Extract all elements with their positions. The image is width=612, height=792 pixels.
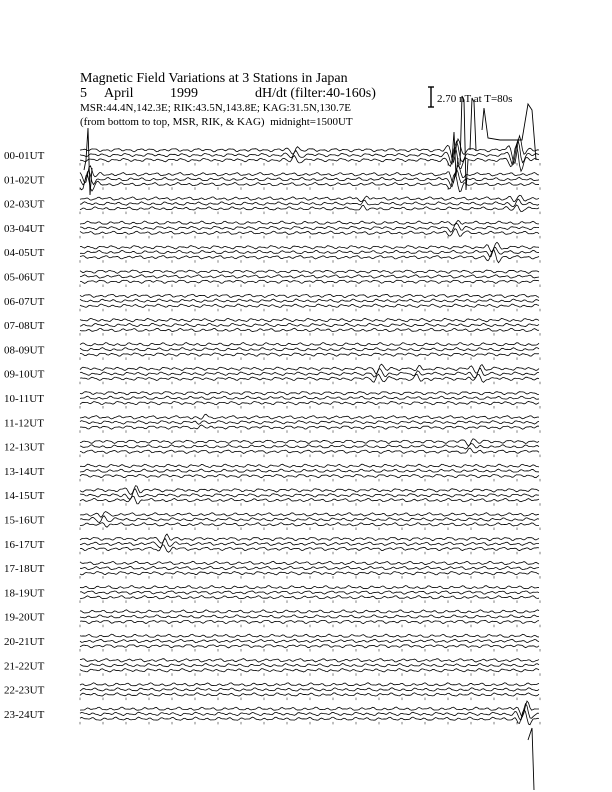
trace-kag [80, 512, 539, 518]
trace-msr [80, 496, 539, 504]
row-label: 01-02UT [4, 174, 45, 187]
row-label: 02-03UT [4, 198, 45, 211]
trace-msr [80, 572, 539, 575]
row-label: 23-24UT [4, 708, 45, 721]
trace-rik [80, 323, 539, 326]
trace-rik [80, 688, 539, 691]
trace-msr [80, 304, 539, 307]
row-label: 06-07UT [4, 295, 45, 308]
trace-rik [80, 516, 539, 523]
trace-msr [80, 328, 539, 331]
trace-area [80, 96, 540, 790]
trace-rik [80, 566, 539, 569]
quantity-label: dH/dt (filter:40-160s) [255, 86, 376, 101]
row-label: 15-16UT [4, 514, 45, 527]
trace-kag [80, 486, 539, 495]
trace-kag [80, 634, 539, 637]
excursion-0050 [470, 98, 476, 150]
trace-kag [80, 195, 539, 201]
trace-msr [80, 523, 539, 528]
trace-rik [80, 615, 539, 618]
row-label: 18-19UT [4, 587, 45, 600]
trace-kag [80, 534, 539, 543]
trace-msr [80, 645, 539, 648]
trace-rik [80, 348, 539, 351]
trace-kag [80, 414, 539, 419]
row-label: 05-06UT [4, 271, 45, 284]
trace-rik [80, 421, 539, 425]
row-label: 22-23UT [4, 684, 45, 697]
row-label: 04-05UT [4, 247, 45, 260]
date-month: April [104, 86, 134, 101]
trace-rik [80, 539, 539, 548]
trace-kag [80, 270, 539, 273]
trace-rik [80, 396, 539, 399]
trace-rik [80, 275, 539, 278]
trace-msr [80, 474, 539, 477]
row-label: 09-10UT [4, 368, 45, 381]
excursion-0057 [482, 104, 536, 160]
trace-msr [80, 229, 539, 237]
trace-rik [80, 169, 539, 187]
excursion-2358 [528, 728, 534, 790]
station-coordinates: MSR:44.4N,142.3E; RIK:43.5N,143.8E; KAG:31.5N,130.7E [80, 102, 352, 114]
trace-kag [80, 318, 539, 321]
trace-kag [80, 659, 539, 662]
row-label: 14-15UT [4, 490, 45, 503]
trace-rik [80, 663, 539, 666]
row-label: 16-17UT [4, 538, 45, 551]
trace-msr [80, 596, 539, 599]
date-year: 1999 [170, 86, 198, 101]
trace-kag [80, 701, 539, 716]
trace-kag [80, 683, 539, 686]
trace-kag [80, 220, 539, 225]
trace-rik [80, 591, 539, 594]
trace-msr [80, 353, 539, 356]
midnight-note: midnight=1500UT [270, 116, 353, 128]
trace-msr [80, 448, 539, 453]
trace-msr [80, 401, 539, 404]
row-label: 08-09UT [4, 344, 45, 357]
trace-msr [80, 693, 539, 696]
date-day: 5 [80, 86, 87, 101]
row-label: 19-20UT [4, 611, 45, 624]
row-label: 13-14UT [4, 465, 45, 478]
scale-bar [428, 87, 434, 107]
chart-title: Magnetic Field Variations at 3 Stations in Japan [80, 71, 348, 86]
order-note: (from bottom to top, MSR, RIK, & KAG) [80, 116, 265, 128]
row-label: 17-18UT [4, 563, 45, 576]
trace-rik [80, 223, 539, 232]
row-labels [4, 150, 45, 721]
trace-rik [80, 639, 539, 642]
trace-kag [80, 392, 539, 395]
trace-kag [80, 242, 539, 251]
trace-msr [80, 669, 539, 672]
trace-kag [80, 294, 539, 297]
trace-kag [80, 610, 539, 613]
row-label: 00-01UT [4, 150, 45, 162]
trace-msr [80, 374, 539, 382]
excursion-0049b [460, 96, 468, 190]
row-label: 11-12UT [4, 417, 44, 430]
trace-rik [80, 469, 539, 472]
row-label: 03-04UT [4, 222, 45, 235]
trace-msr [80, 280, 539, 283]
trace-kag [80, 561, 539, 564]
row-label: 20-21UT [4, 636, 45, 648]
trace-kag [80, 343, 539, 346]
trace-msr [80, 545, 539, 552]
trace-kag [80, 464, 539, 467]
trace-rik [80, 299, 539, 302]
row-label: 21-22UT [4, 660, 45, 673]
trace-msr [80, 425, 539, 429]
scale-label: 2.70 nT at T=80s [437, 93, 513, 105]
row-label: 07-08UT [4, 320, 45, 333]
row-label: 10-11UT [4, 393, 44, 405]
station-order-note [80, 117, 353, 128]
trace-rik [80, 247, 539, 256]
trace-kag [80, 586, 539, 589]
trace-msr [80, 620, 539, 623]
trace-msr [80, 205, 539, 212]
row-label: 12-13UT [4, 441, 45, 454]
